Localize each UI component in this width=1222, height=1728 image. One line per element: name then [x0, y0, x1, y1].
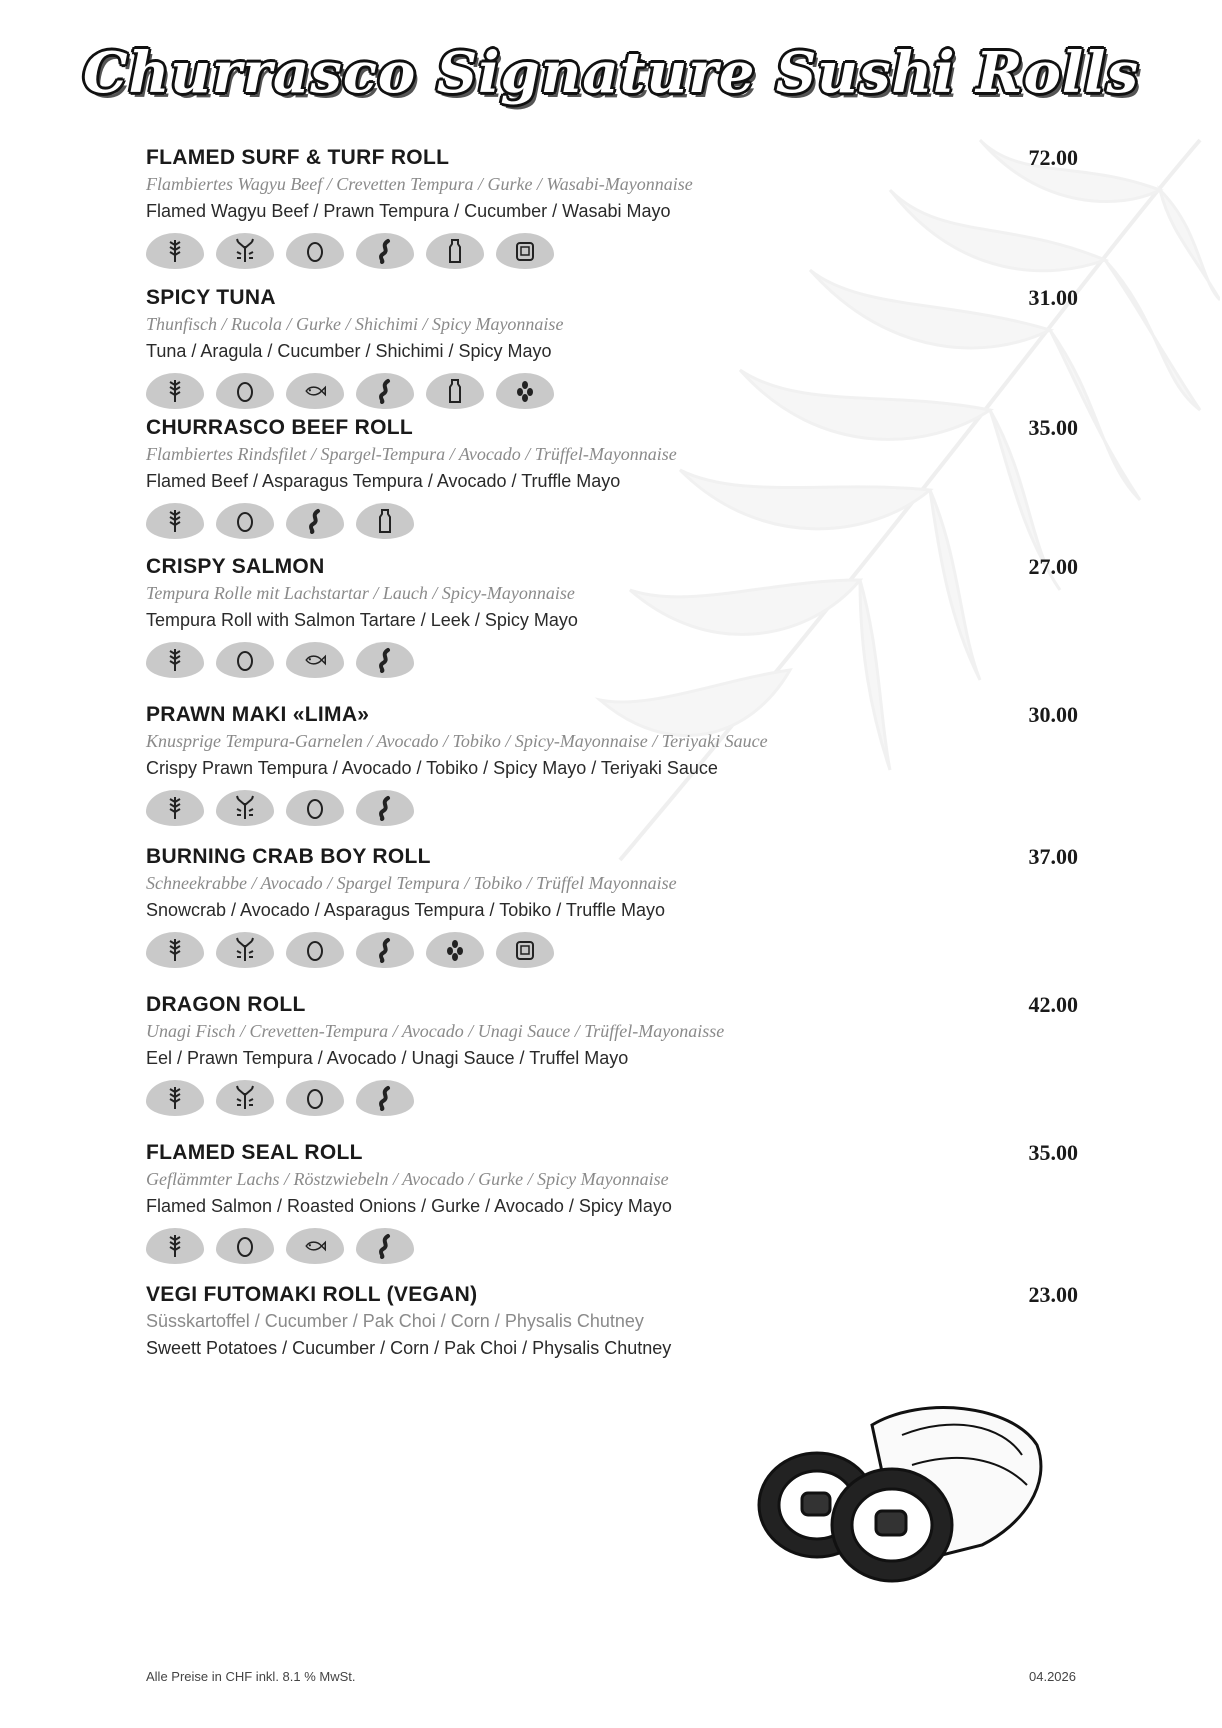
gluten-icon	[146, 503, 204, 539]
footer-vat-note: Alle Preise in CHF inkl. 8.1 % MwSt.	[146, 1669, 356, 1684]
menu-item	[146, 1140, 1078, 1282]
milk-bottle-icon	[426, 373, 484, 409]
gluten-icon	[146, 1080, 204, 1116]
menu-list	[146, 145, 1078, 1372]
menu-item	[146, 285, 1078, 415]
allergen-row	[146, 932, 1078, 972]
soy-icon	[356, 1080, 414, 1116]
menu-item	[146, 145, 1078, 285]
item-name: CHURRASCO BEEF ROLL	[146, 416, 414, 439]
milk-bottle-icon	[356, 503, 414, 539]
gluten-icon	[146, 932, 204, 968]
soy-icon	[356, 1228, 414, 1264]
egg-icon	[216, 373, 274, 409]
item-price: 23.00	[1028, 1282, 1078, 1307]
allergen-row	[146, 1228, 1078, 1268]
item-name: BURNING CRAB BOY ROLL	[146, 845, 431, 868]
item-description-en: Flamed Wagyu Beef / Prawn Tempura / Cucumber / Wasabi Mayo	[146, 201, 671, 221]
gluten-icon	[146, 233, 204, 269]
fish-icon	[286, 373, 344, 409]
gluten-icon	[146, 373, 204, 409]
item-description-de: Thunfisch / Rucola / Gurke / Shichimi / Spicy Mayonnaise	[146, 314, 564, 334]
item-price: 72.00	[1028, 145, 1078, 170]
fish-icon	[286, 642, 344, 678]
item-name: CRISPY SALMON	[146, 555, 325, 578]
item-description-en: Tuna / Aragula / Cucumber / Shichimi / Spicy Mayo	[146, 341, 552, 361]
item-description-en: Tempura Roll with Salmon Tartare / Leek / Spicy Mayo	[146, 610, 578, 630]
item-price: 35.00	[1028, 1140, 1078, 1165]
item-description-de: Knusprige Tempura-Garnelen / Avocado / Tobiko / Spicy-Mayonnaise / Teriyaki Sauce	[146, 731, 768, 751]
menu-item	[146, 992, 1078, 1140]
soy-icon	[286, 503, 344, 539]
soy-icon	[356, 233, 414, 269]
menu-item	[146, 844, 1078, 992]
item-description-en: Eel / Prawn Tempura / Avocado / Unagi Sauce / Truffel Mayo	[146, 1048, 629, 1068]
egg-icon	[216, 1228, 274, 1264]
gluten-icon	[146, 1228, 204, 1264]
menu-item	[146, 415, 1078, 554]
item-description-de: Tempura Rolle mit Lachstartar / Lauch / Spicy-Mayonnaise	[146, 583, 575, 603]
menu-item	[146, 702, 1078, 844]
soy-icon	[356, 373, 414, 409]
item-description-de: Unagi Fisch / Crevetten-Tempura / Avocado / Unagi Sauce / Trüffel-Mayonaisse	[146, 1021, 725, 1041]
item-description-de: Süsskartoffel / Cucumber / Pak Choi / Corn / Physalis Chutney	[146, 1311, 644, 1331]
item-name: FLAMED SEAL ROLL	[146, 1141, 363, 1164]
crustacean-icon	[216, 1080, 274, 1116]
fish-icon	[286, 1228, 344, 1264]
item-name: DRAGON ROLL	[146, 993, 306, 1016]
soy-icon	[356, 932, 414, 968]
allergen-row	[146, 790, 1078, 830]
crustacean-icon	[216, 790, 274, 826]
egg-icon	[286, 1080, 344, 1116]
sushi-roll-illustration	[752, 1395, 1052, 1595]
item-name: FLAMED SURF & TURF ROLL	[146, 146, 450, 169]
item-price: 35.00	[1028, 415, 1078, 440]
allergen-row	[146, 503, 1078, 543]
item-price: 27.00	[1028, 554, 1078, 579]
gluten-icon	[146, 790, 204, 826]
sesame-icon	[496, 373, 554, 409]
crustacean-icon	[216, 233, 274, 269]
item-description-de: Geflämmter Lachs / Röstzwiebeln / Avocado / Gurke / Spicy Mayonnaise	[146, 1169, 669, 1189]
item-description-en: Snowcrab / Avocado / Asparagus Tempura / Tobiko / Truffle Mayo	[146, 900, 665, 920]
item-name: VEGI FUTOMAKI ROLL (VEGAN)	[146, 1283, 478, 1306]
soy-icon	[356, 790, 414, 826]
mustard-jar-icon	[496, 233, 554, 269]
item-name: PRAWN MAKI «LIMA»	[146, 703, 370, 726]
item-price: 30.00	[1028, 702, 1078, 727]
egg-icon	[216, 503, 274, 539]
item-description-en: Sweett Potatoes / Cucumber / Corn / Pak Choi / Physalis Chutney	[146, 1338, 672, 1358]
item-description-en: Flamed Salmon / Roasted Onions / Gurke / Avocado / Spicy Mayo	[146, 1196, 672, 1216]
item-description-de: Flambiertes Rindsfilet / Spargel-Tempura / Avocado / Trüffel-Mayonnaise	[146, 444, 677, 464]
crustacean-icon	[216, 932, 274, 968]
allergen-row	[146, 233, 1078, 273]
allergen-row	[146, 1080, 1078, 1120]
item-price: 31.00	[1028, 285, 1078, 310]
item-description-en: Crispy Prawn Tempura / Avocado / Tobiko / Spicy Mayo / Teriyaki Sauce	[146, 758, 718, 778]
menu-item	[146, 1282, 1078, 1372]
egg-icon	[286, 233, 344, 269]
mustard-jar-icon	[496, 932, 554, 968]
sesame-icon	[426, 932, 484, 968]
item-description-en: Flamed Beef / Asparagus Tempura / Avocado / Truffle Mayo	[146, 471, 621, 491]
milk-bottle-icon	[426, 233, 484, 269]
page-title: Churrasco Signature Sushi Rolls	[83, 40, 1139, 106]
footer-date: 04.2026	[1029, 1669, 1076, 1684]
soy-icon	[356, 642, 414, 678]
menu-item	[146, 554, 1078, 702]
item-name: SPICY TUNA	[146, 286, 276, 309]
item-price: 37.00	[1028, 844, 1078, 869]
item-price: 42.00	[1028, 992, 1078, 1017]
allergen-row	[146, 642, 1078, 682]
gluten-icon	[146, 642, 204, 678]
item-description-de: Schneekrabbe / Avocado / Spargel Tempura / Tobiko / Trüffel Mayonnaise	[146, 873, 677, 893]
item-description-de: Flambiertes Wagyu Beef / Crevetten Tempura / Gurke / Wasabi-Mayonnaise	[146, 174, 693, 194]
allergen-row	[146, 373, 1078, 413]
egg-icon	[286, 932, 344, 968]
egg-icon	[216, 642, 274, 678]
egg-icon	[286, 790, 344, 826]
